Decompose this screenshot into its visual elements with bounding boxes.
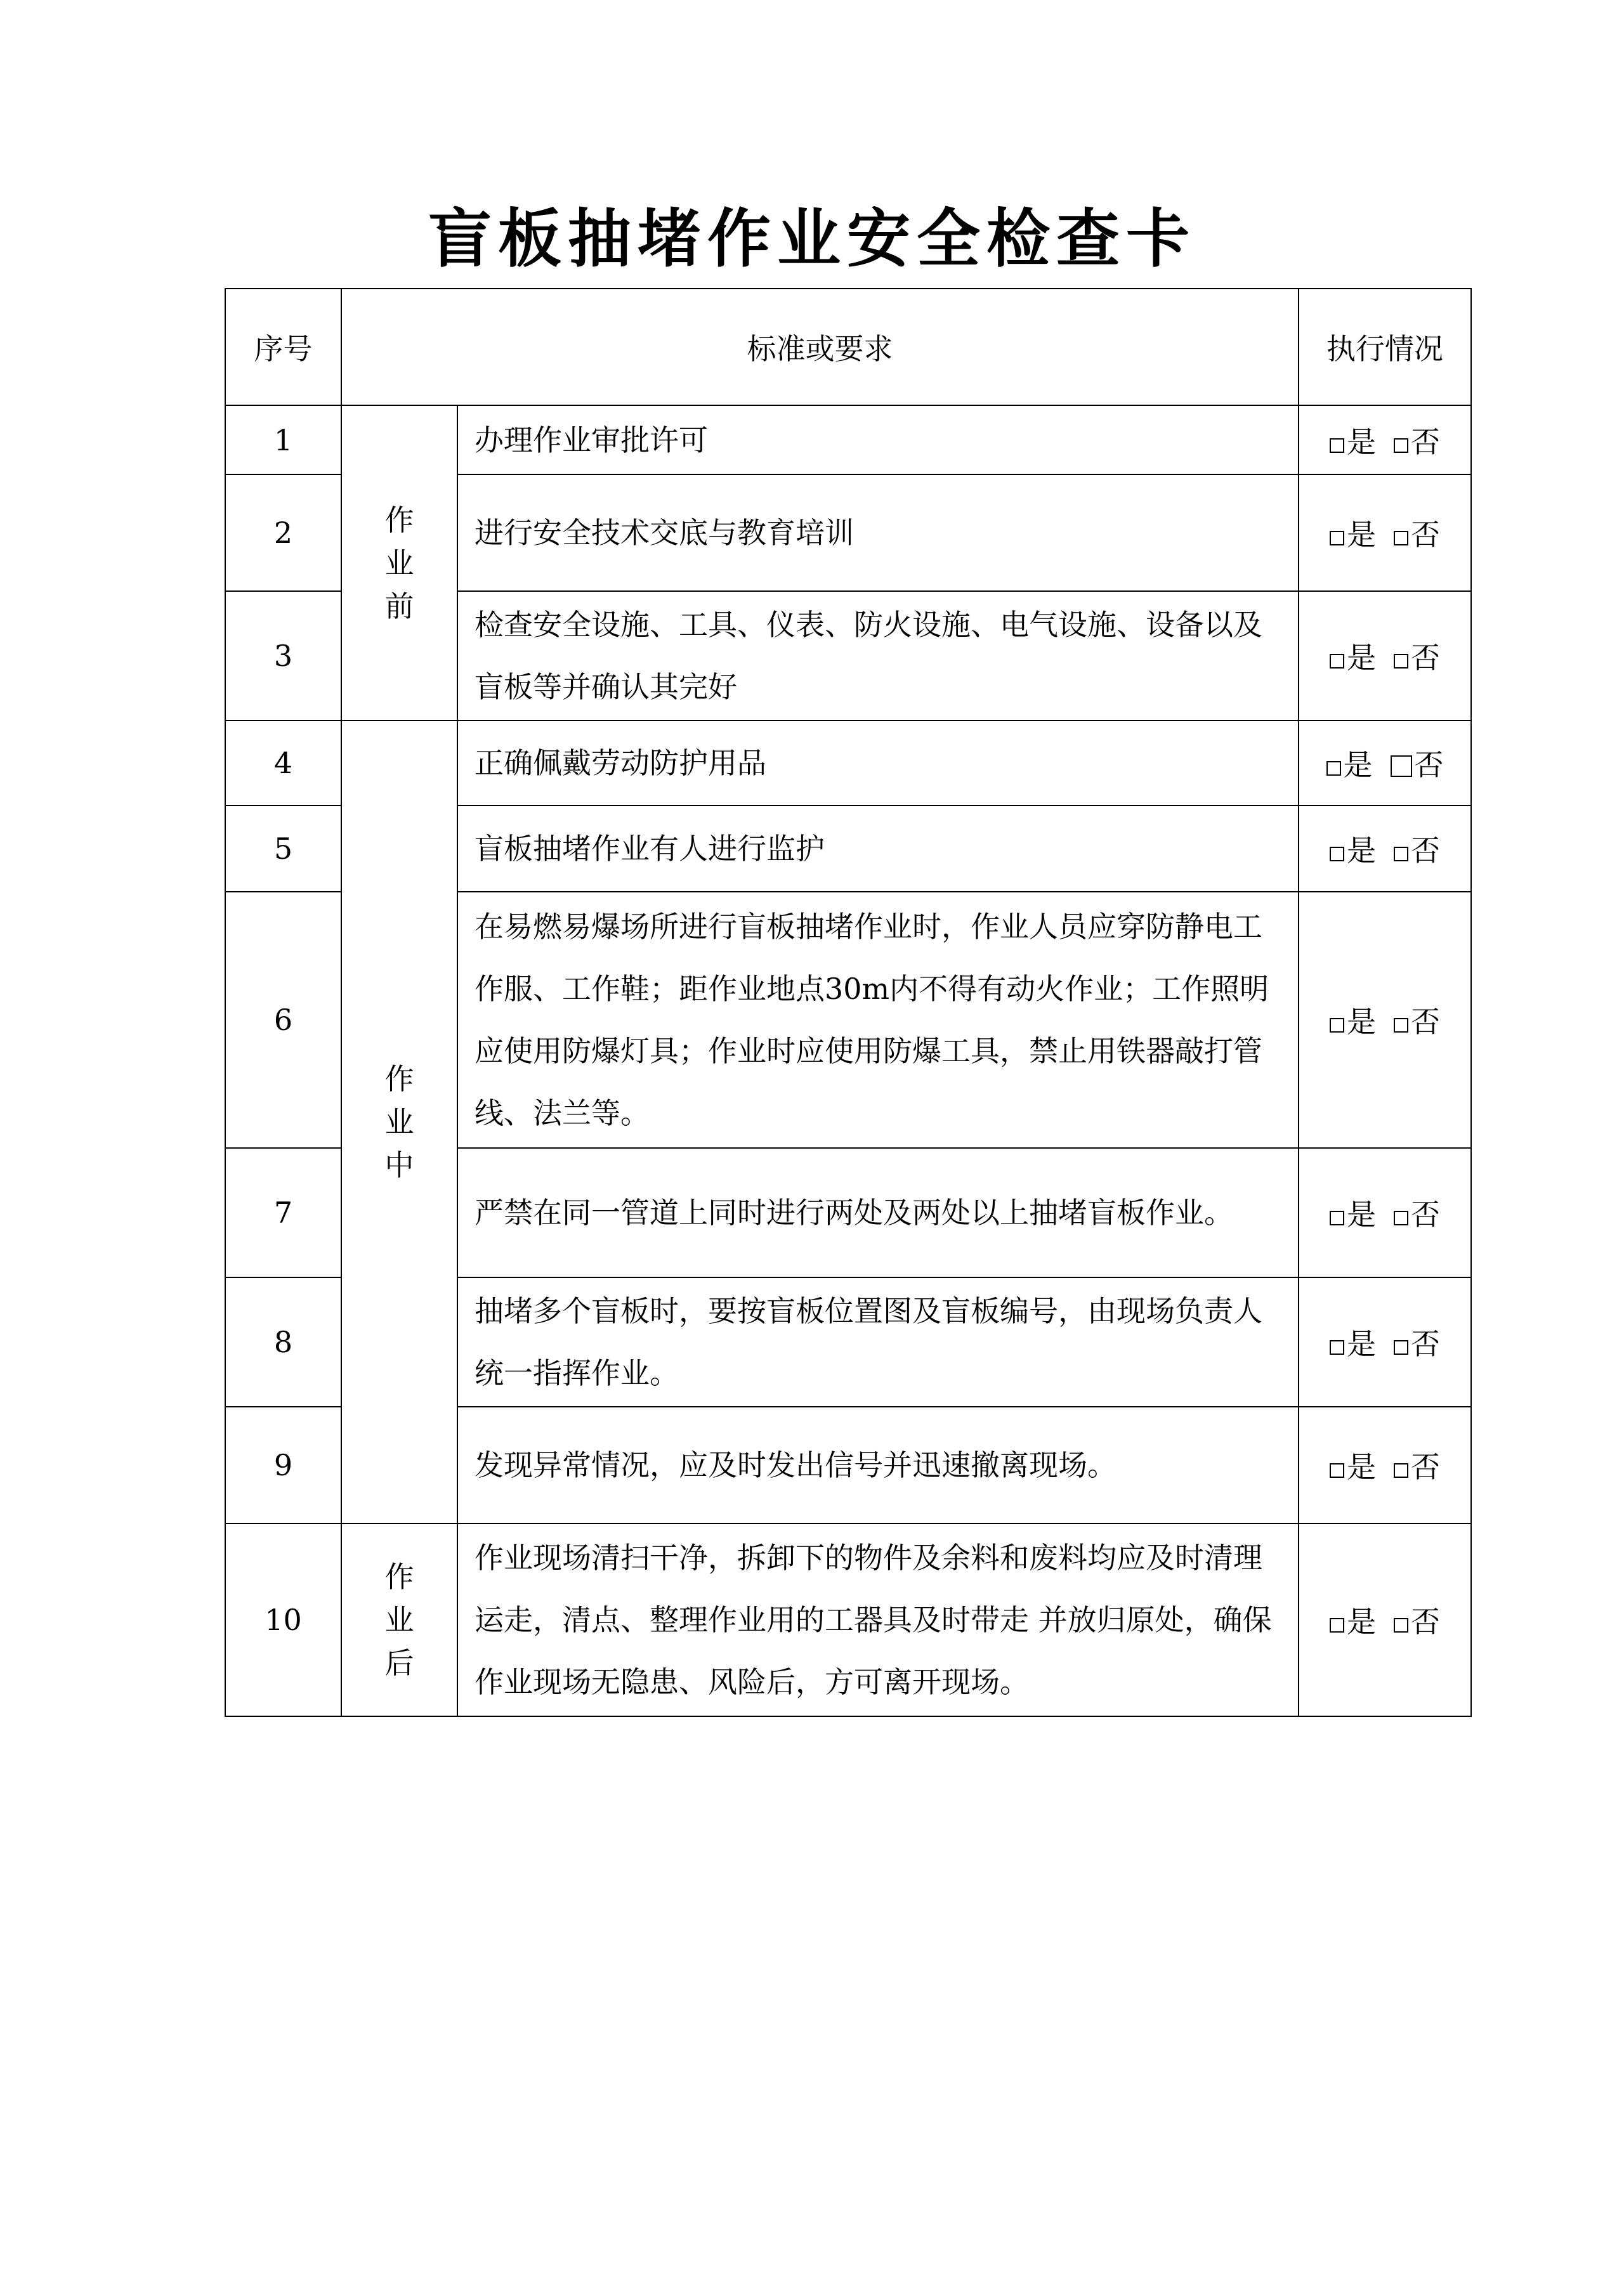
requirement-text: 检查安全设施、工具、仪表、防火设施、电气设施、设备以及盲板等并确认其完好 — [457, 591, 1299, 721]
checkbox-no[interactable] — [1394, 847, 1408, 861]
yes-label: 是 — [1347, 1327, 1376, 1361]
yes-label: 是 — [1347, 1005, 1376, 1039]
phase-label: 作业后 — [384, 1560, 414, 1680]
table-row — [225, 721, 1471, 806]
requirement-text: 作业现场清扫干净，拆卸下的物件及余料和废料均应及时清理运走，清点、整理作业用的工器具及时带走 并放归原处，确保作业现场无隐患、风险后，方可离开现场。 — [457, 1523, 1299, 1716]
status-cell — [1299, 1277, 1471, 1407]
status-cell — [1299, 405, 1471, 474]
row-number: 5 — [225, 806, 341, 892]
status-cell — [1299, 1523, 1471, 1716]
checkbox-no[interactable] — [1394, 531, 1408, 545]
requirement-text: 在易燃易爆场所进行盲板抽堵作业时，作业人员应穿防静电工作服、工作鞋；距作业地点30m内不得有动火作业；工作照明应使用防爆灯具；作业时应使用防爆工具，禁止用铁器敲打管线、法兰等。 — [457, 892, 1299, 1148]
requirement-text: 办理作业审批许可 — [457, 405, 1299, 474]
requirement-text: 盲板抽堵作业有人进行监护 — [457, 806, 1299, 892]
yes-label: 是 — [1347, 518, 1376, 552]
row-number: 4 — [225, 721, 341, 806]
checkbox-yes[interactable] — [1330, 1618, 1344, 1633]
phase-during — [341, 721, 457, 1523]
yes-label: 是 — [1347, 833, 1376, 868]
checkbox-yes[interactable] — [1330, 1340, 1344, 1355]
checkbox-no[interactable] — [1394, 1340, 1408, 1355]
requirement-text: 正确佩戴劳动防护用品 — [457, 721, 1299, 806]
yes-label: 是 — [1347, 424, 1376, 459]
no-label: 否 — [1411, 833, 1440, 868]
checkbox-yes[interactable] — [1330, 847, 1344, 861]
requirement-text: 抽堵多个盲板时，要按盲板位置图及盲板编号，由现场负责人统一指挥作业。 — [457, 1277, 1299, 1407]
checkbox-yes[interactable] — [1330, 1463, 1344, 1478]
row-number: 7 — [225, 1148, 341, 1277]
checkbox-yes[interactable] — [1330, 1018, 1344, 1033]
phase-label: 作业前 — [384, 502, 414, 623]
table-header-row — [225, 289, 1471, 405]
table-row — [225, 405, 1471, 474]
status-cell — [1299, 591, 1471, 721]
status-cell — [1299, 892, 1471, 1148]
requirement-text: 严禁在同一管道上同时进行两处及两处以上抽堵盲板作业。 — [457, 1148, 1299, 1277]
checkbox-yes[interactable] — [1326, 761, 1341, 776]
yes-label: 是 — [1347, 1605, 1376, 1639]
checkbox-no[interactable] — [1394, 438, 1408, 453]
header-no: 序号 — [225, 289, 341, 405]
requirement-text: 发现异常情况，应及时发出信号并迅速撤离现场。 — [457, 1407, 1299, 1523]
no-label: 否 — [1411, 1450, 1440, 1484]
checkbox-yes[interactable] — [1330, 1211, 1344, 1225]
no-label: 否 — [1411, 641, 1440, 675]
row-number: 1 — [225, 405, 341, 474]
checkbox-yes[interactable] — [1330, 531, 1344, 545]
phase-label: 作业中 — [384, 1062, 414, 1182]
no-label: 否 — [1411, 1327, 1440, 1361]
status-cell — [1299, 721, 1471, 806]
yes-label: 是 — [1343, 748, 1373, 782]
row-number: 6 — [225, 892, 341, 1148]
row-number: 9 — [225, 1407, 341, 1523]
table-row — [225, 1523, 1471, 1716]
checkbox-no[interactable] — [1394, 1618, 1408, 1633]
checkbox-no[interactable] — [1394, 654, 1408, 669]
status-cell — [1299, 1407, 1471, 1523]
yes-label: 是 — [1347, 1197, 1376, 1232]
row-number: 2 — [225, 474, 341, 591]
checkbox-yes[interactable] — [1330, 654, 1344, 669]
yes-label: 是 — [1347, 1450, 1376, 1484]
page-title: 盲板抽堵作业安全检查卡 — [428, 202, 1196, 276]
checkbox-yes[interactable] — [1330, 438, 1344, 453]
yes-label: 是 — [1347, 641, 1376, 675]
checkbox-no[interactable] — [1391, 755, 1412, 777]
header-status: 执行情况 — [1299, 289, 1471, 405]
checklist-table — [225, 288, 1472, 1717]
header-requirement: 标准或要求 — [341, 289, 1299, 405]
status-cell — [1299, 474, 1471, 591]
phase-before — [341, 405, 457, 721]
row-number: 8 — [225, 1277, 341, 1407]
checkbox-no[interactable] — [1394, 1211, 1408, 1225]
row-number: 10 — [225, 1523, 341, 1716]
row-number: 3 — [225, 591, 341, 721]
checkbox-no[interactable] — [1394, 1018, 1408, 1033]
no-label: 否 — [1411, 1005, 1440, 1039]
status-cell — [1299, 1148, 1471, 1277]
no-label: 否 — [1411, 424, 1440, 459]
no-label: 否 — [1411, 518, 1440, 552]
checkbox-no[interactable] — [1394, 1463, 1408, 1478]
no-label: 否 — [1411, 1197, 1440, 1232]
no-label: 否 — [1414, 748, 1444, 782]
status-cell — [1299, 806, 1471, 892]
phase-after — [341, 1523, 457, 1716]
requirement-text: 进行安全技术交底与教育培训 — [457, 474, 1299, 591]
no-label: 否 — [1411, 1605, 1440, 1639]
